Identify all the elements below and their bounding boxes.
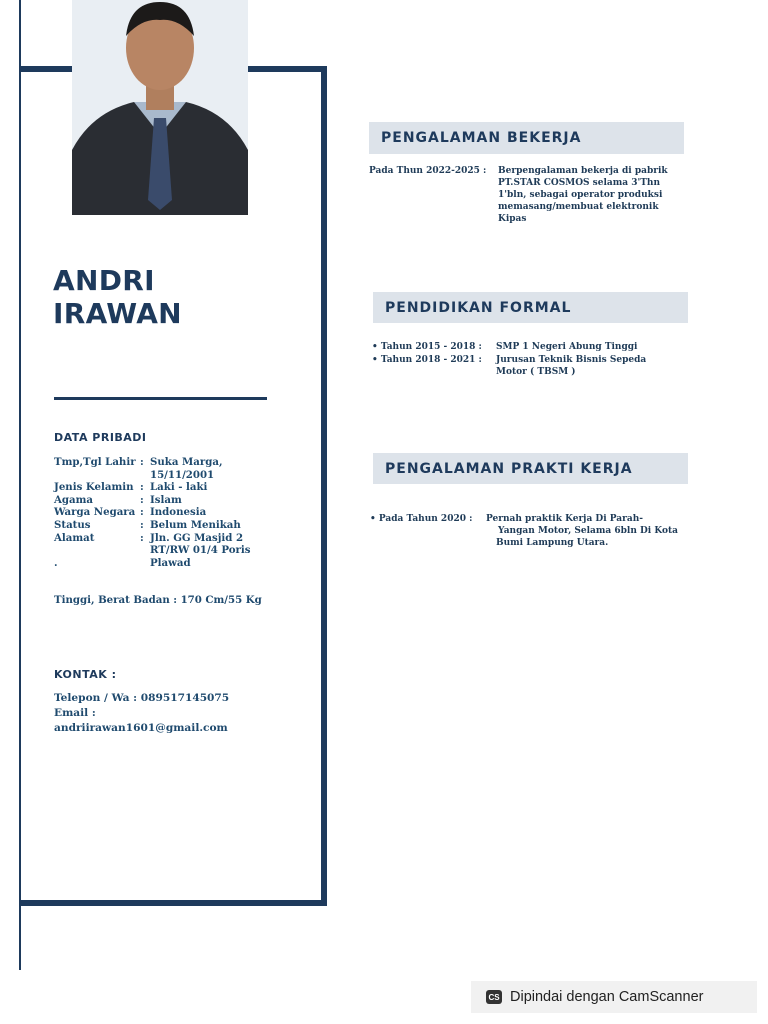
education-period-1: • Tahun 2015 - 2018 : (372, 342, 482, 352)
education-line: Motor ( TBSM ) (496, 367, 576, 377)
work-line: Berpengalaman bekerja di pabrik (498, 166, 668, 176)
personal-data-value: Jln. GG Masjid 2 (150, 531, 244, 544)
height-weight: Tinggi, Berat Badan : 170 Cm/55 Kg (54, 594, 262, 606)
personal-data-value: Islam (150, 493, 182, 506)
personal-data-sep (140, 469, 150, 482)
personal-data-sep: : (140, 456, 144, 468)
personal-data-sep: : (140, 518, 144, 531)
personal-data-sep: : (140, 531, 144, 544)
personal-data-row (54, 481, 251, 494)
work-header (369, 122, 684, 154)
education-title: PENDIDIKAN FORMAL (385, 300, 572, 316)
personal-data-row (54, 557, 251, 570)
personal-data-sep: : (140, 506, 144, 519)
personal-data-value: Plawad (150, 556, 191, 569)
internship-line: Pernah praktik Kerja Di Parah- (486, 514, 643, 524)
personal-data-label: . (54, 556, 58, 569)
personal-data-label: Alamat (54, 531, 95, 544)
contact-block (54, 691, 229, 736)
personal-data-row (54, 494, 251, 507)
work-line: Kipas (498, 214, 527, 224)
profile-photo (72, 0, 248, 215)
internship-line: Yangan Motor, Selama 6bln Di Kota (498, 526, 678, 536)
internship-line: Bumi Lampung Utara. (496, 538, 609, 548)
internship-description (486, 513, 678, 549)
frame-bottom-line (19, 900, 327, 906)
personal-data-row (54, 456, 251, 469)
education-school-1: SMP 1 Negeri Abung Tinggi (496, 342, 638, 352)
personal-data-value: 15/11/2001 (150, 468, 215, 481)
personal-data-table (54, 456, 251, 569)
personal-data-title: DATA PRIBADI (54, 431, 147, 444)
candidate-name (53, 264, 182, 330)
personal-data-value: Laki - laki (150, 481, 208, 494)
personal-data-row (54, 532, 251, 545)
personal-data-row (54, 469, 251, 482)
phone-text: Telepon / Wa : 089517145075 (54, 692, 230, 704)
work-line: memasang/membuat elektronik (498, 202, 659, 212)
contact-title: KONTAK : (54, 668, 117, 681)
frame-left-line (19, 0, 21, 970)
personal-data-label (54, 469, 140, 482)
personal-data-sep (140, 544, 150, 557)
camscanner-icon: CS (486, 990, 502, 1004)
education-period-2: • Tahun 2018 - 2021 : (372, 355, 482, 365)
personal-data-label: Tmp,Tgl Lahir (54, 456, 136, 468)
email-text: andriirawan1601@gmail.com (54, 722, 228, 734)
frame-top-right-line (248, 66, 327, 72)
personal-data-row (54, 519, 251, 532)
first-name: ANDRI (53, 264, 155, 297)
email-label: Email : (54, 707, 96, 719)
camscanner-watermark (471, 981, 757, 1013)
personal-data-sep (140, 557, 150, 570)
work-description (498, 165, 668, 225)
personal-data-label: Jenis Kelamin (54, 481, 134, 494)
education-line: Jurusan Teknik Bisnis Sepeda (496, 355, 647, 365)
internship-title: PENGALAMAN PRAKTI KERJA (385, 461, 633, 477)
personal-data-value: Belum Menikah (150, 518, 241, 531)
last-name: IRAWAN (53, 297, 182, 330)
internship-header (373, 453, 688, 484)
personal-data-label: Agama (54, 493, 94, 506)
work-prefix: Pada Thun 2022-2025 : (369, 166, 487, 176)
name-divider (54, 397, 267, 400)
work-line: 1'bln, sebagai operator produksi (498, 190, 663, 200)
personal-data-label (54, 544, 140, 557)
personal-data-value: Indonesia (150, 506, 207, 519)
personal-data-label: Status (54, 518, 91, 531)
education-header (373, 292, 688, 323)
education-school-2 (496, 354, 646, 378)
personal-data-row (54, 544, 251, 557)
frame-right-line (321, 66, 327, 906)
personal-data-sep: : (140, 481, 144, 494)
personal-data-row (54, 506, 251, 519)
personal-data-sep: : (140, 493, 144, 506)
personal-data-label: Warga Negara (54, 506, 136, 519)
personal-data-value: RT/RW 01/4 Poris (150, 544, 251, 557)
personal-data-value: Suka Marga, (150, 456, 223, 468)
frame-top-left-line (19, 66, 72, 72)
work-title: PENGALAMAN BEKERJA (381, 130, 582, 146)
camscanner-text: Dipindai dengan CamScanner (510, 989, 704, 1005)
work-line: PT.STAR COSMOS selama 3'Thn (498, 178, 661, 188)
internship-prefix: • Pada Tahun 2020 : (370, 514, 473, 524)
